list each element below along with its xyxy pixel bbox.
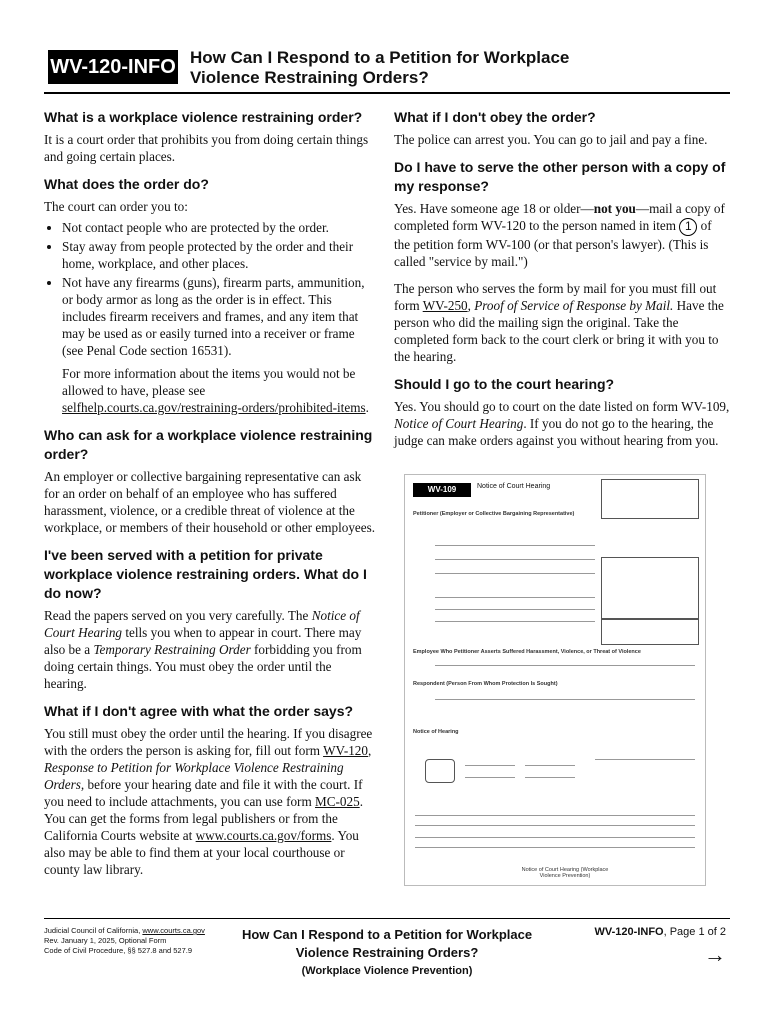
next-page-arrow-icon[interactable]: →	[704, 942, 726, 967]
list-item: • Not have any firearms (guns), firearm parts, ammunition, or body armor as long as the order is in effect. This includes firearm receivers and frames, and any item that may be used as or easily turned into a receiver or frame (see Penal Code section 16531).	[62, 274, 376, 359]
para-dont-agree: You still must obey the order until the hearing. If you disagree with the orders the person is asking for, fill out form WV-120, Response to Petition for Workplace Violence Restraining Orders, before your hearing date and file it with the court. If you need to include attachments, you can use form MC-025. You can get the forms from legal publishers or from the California Courts website at www.courts.ca.gov/forms. You also may be able to find them at your local courthouse or county law library.	[44, 726, 373, 877]
list-item: • Stay away from people protected by the order and their home, workplace, and other places.	[62, 238, 376, 272]
para-what-is-order: It is a court order that prohibits you from doing certain things and going certain places.	[44, 132, 369, 164]
para-dont-obey: The police can arrest you. You can go to jail and pay a fine.	[394, 132, 708, 147]
right-column	[394, 108, 730, 459]
form-wv109-preview	[404, 474, 706, 886]
link-mc-025[interactable]: MC-025	[315, 794, 360, 809]
preview-item2: Employee Who Petitioner Asserts Suffered Harassment, Violence, or Threat of Violence	[413, 649, 641, 655]
preview-case-box	[601, 619, 699, 645]
order-list	[44, 219, 376, 359]
preview-footer: Notice of Court Hearing (Workplace Violence Prevention)	[521, 867, 609, 879]
link-prohibited-items[interactable]: selfhelp.courts.ca.gov/restraining-orders/prohibited-items	[62, 400, 366, 415]
link-wv-250[interactable]: WV-250	[422, 298, 468, 313]
footer-rule	[44, 918, 730, 919]
heading-what-does-order-do: What does the order do?	[44, 176, 209, 192]
heading-dont-obey: What if I don't obey the order?	[394, 109, 596, 125]
preview-clerk-box	[601, 479, 699, 519]
page-title: How Can I Respond to a Petition for Workplace Violence Restraining Orders?	[190, 48, 570, 87]
heading-dont-agree: What if I don't agree with what the order says?	[44, 703, 354, 719]
para-serve-response: Yes. Have someone age 18 or older—not you—mail a copy of completed form WV-120 to the person named in item 1 of the petition form WV-100 (or that person's lawyer). (This is called "service by mail.")	[394, 201, 725, 269]
para-been-served: Read the papers served on you very carefully. The Notice of Court Hearing tells you when to appear in court. There may also be a Temporary Restraining Order forbidding you from doing certain things. You must obey the order until the hearing.	[44, 608, 362, 691]
heading-been-served: I've been served with a petition for private workplace violence restraining orders. What do I do now?	[44, 547, 367, 601]
preview-item1: Petitioner (Employer or Collective Bargaining Representative)	[413, 511, 575, 517]
preview-badge: WV-109	[413, 483, 471, 497]
link-wv-120[interactable]: WV-120	[323, 743, 368, 758]
footer-page-number: WV-120-INFO, Page 1 of 2 →	[594, 926, 726, 967]
heading-serve-response: Do I have to serve the other person with a copy of my response?	[394, 159, 726, 194]
list-item: • Not contact people who are protected by the order.	[62, 219, 376, 236]
footer-subtitle: (Workplace Violence Prevention)	[301, 965, 473, 977]
preview-title: Notice of Court Hearing	[477, 483, 551, 490]
header-rule	[44, 92, 730, 94]
item-number-circle: 1	[679, 218, 697, 236]
left-column	[44, 108, 376, 888]
preview-item4: Notice of Hearing	[413, 729, 459, 735]
link-courts-forms[interactable]: www.courts.ca.gov/forms	[195, 828, 332, 843]
para-court-can-order: The court can order you to:	[44, 199, 188, 214]
para-court-hearing: Yes. You should go to court on the date listed on form WV-109, Notice of Court Hearing. If you do not go to the hearing, the judge can make orders against you without hearing from you.	[394, 399, 730, 448]
heading-what-is-order: What is a workplace violence restraining order?	[44, 109, 363, 125]
heading-court-hearing: Should I go to the court hearing?	[394, 376, 615, 392]
para-who-can-ask: An employer or collective bargaining representative can ask for an order on behalf of an employee who has suffered harassment, violence, or a credible threat of violence at the workplace, or members of their household or other employees.	[44, 469, 376, 535]
preview-court-box	[601, 557, 699, 619]
para-proof-of-service: The person who serves the form by mail for you must fill out form WV-250, Proof of Service of Response by Mail. Have the person who did the mailing sign the original. Take the completed form back to the court clerk or bring it with you to the hearing.	[394, 281, 724, 364]
form-number-badge: WV-120-INFO	[48, 50, 178, 84]
para-more-info: For more information about the items you would not be allowed to have, please see selfhelp.courts.ca.gov/restraining-orders/prohibited-items.	[62, 366, 369, 415]
footer-left: Judicial Council of California, www.courts.ca.gov Rev. January 1, 2025, Optional Form Code of Civil Procedure, §§ 527.8 and 527.9	[44, 926, 205, 955]
footer-title: How Can I Respond to a Petition for Workplace Violence Restraining Orders? (Workplace Violence Prevention)	[232, 926, 542, 980]
heading-who-can-ask: Who can ask for a workplace violence restraining order?	[44, 427, 373, 462]
link-courts-ca-gov[interactable]: www.courts.ca.gov	[142, 926, 205, 935]
preview-item3: Respondent (Person From Whom Protection Is Sought)	[413, 681, 558, 687]
preview-hearing-date-box	[425, 759, 455, 783]
